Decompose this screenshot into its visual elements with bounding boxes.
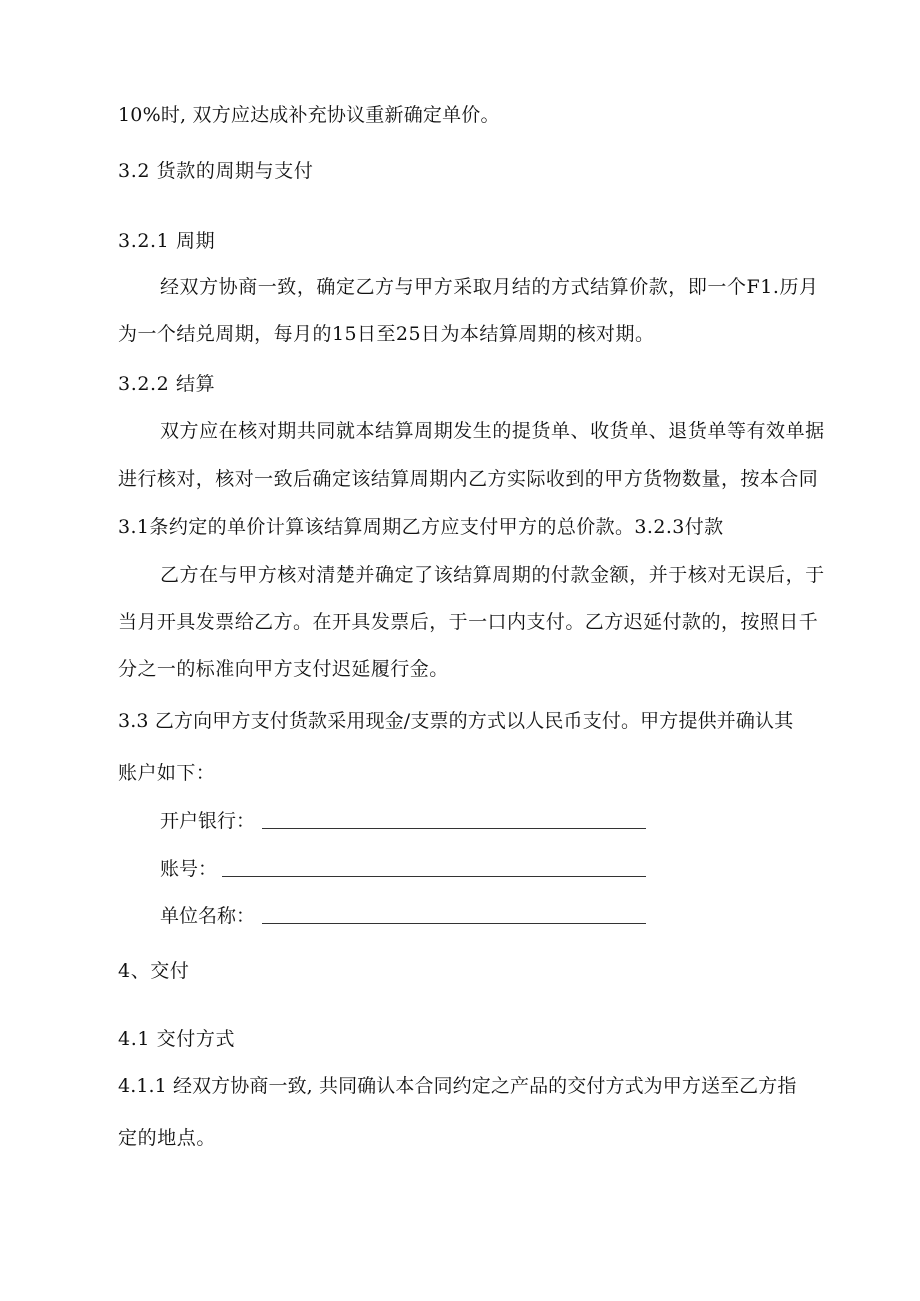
bank-field-blank[interactable] (262, 828, 646, 829)
paragraph-line: 定的地点。 (118, 1127, 217, 1149)
section-heading: 3.2 货款的周期与支付 (118, 160, 314, 182)
account-field-label: 账号： (160, 858, 218, 880)
paragraph-line: 4.1.1 经双方协商一致, 共同确认本合同约定之产品的交付方式为甲方送至乙方指 (118, 1075, 797, 1097)
section-heading: 4、交付 (118, 960, 190, 982)
paragraph-line: 双方应在核对期共同就本结算周期发生的提货单、收货单、退货单等有效单据 (160, 420, 825, 442)
subsection-heading: 3.2.1 周期 (118, 230, 216, 252)
paragraph-line: 账户如下： (118, 762, 216, 784)
bank-field (160, 812, 650, 831)
subsection-heading: 4.1 交付方式 (118, 1028, 236, 1050)
paragraph-line: 当月开具发票给乙方。在开具发票后，于一口内支付。乙方迟延付款的，按照日千 (118, 611, 819, 633)
paragraph-line: 分之一的标准向甲方支付迟延履行金。 (118, 658, 449, 680)
unit-name-field (160, 907, 650, 926)
paragraph-line: 10%时, 双方应达成补充协议重新确定单价。 (118, 104, 500, 126)
paragraph-line: 3.1条约定的单价计算该结算周期乙方应支付甲方的总价款。3.2.3付款 (118, 516, 724, 538)
subsection-heading: 3.2.2 结算 (118, 373, 216, 395)
bank-field-label: 开户银行： (160, 810, 256, 832)
paragraph-line: 进行核对，核对一致后确定该结算周期内乙方实际收到的甲方货物数量，按本合同 (118, 468, 819, 490)
paragraph-line: 乙方在与甲方核对清楚并确定了该结算周期的付款金额，并于核对无误后，于 (160, 564, 825, 586)
paragraph-line: 经双方协商一致，确定乙方与甲方采取月结的方式结算价款，即一个F1.历月 (160, 276, 819, 298)
account-field-blank[interactable] (222, 876, 646, 877)
paragraph-line: 为一个结兑周期，每月的15日至25日为本结算周期的核对期。 (118, 323, 655, 345)
account-field (160, 860, 650, 879)
unit-name-field-blank[interactable] (262, 923, 646, 924)
unit-name-field-label: 单位名称： (160, 905, 256, 927)
section-heading: 3.3 乙方向甲方支付货款采用现金/支票的方式以人民币支付。甲方提供并确认其 (118, 710, 794, 732)
